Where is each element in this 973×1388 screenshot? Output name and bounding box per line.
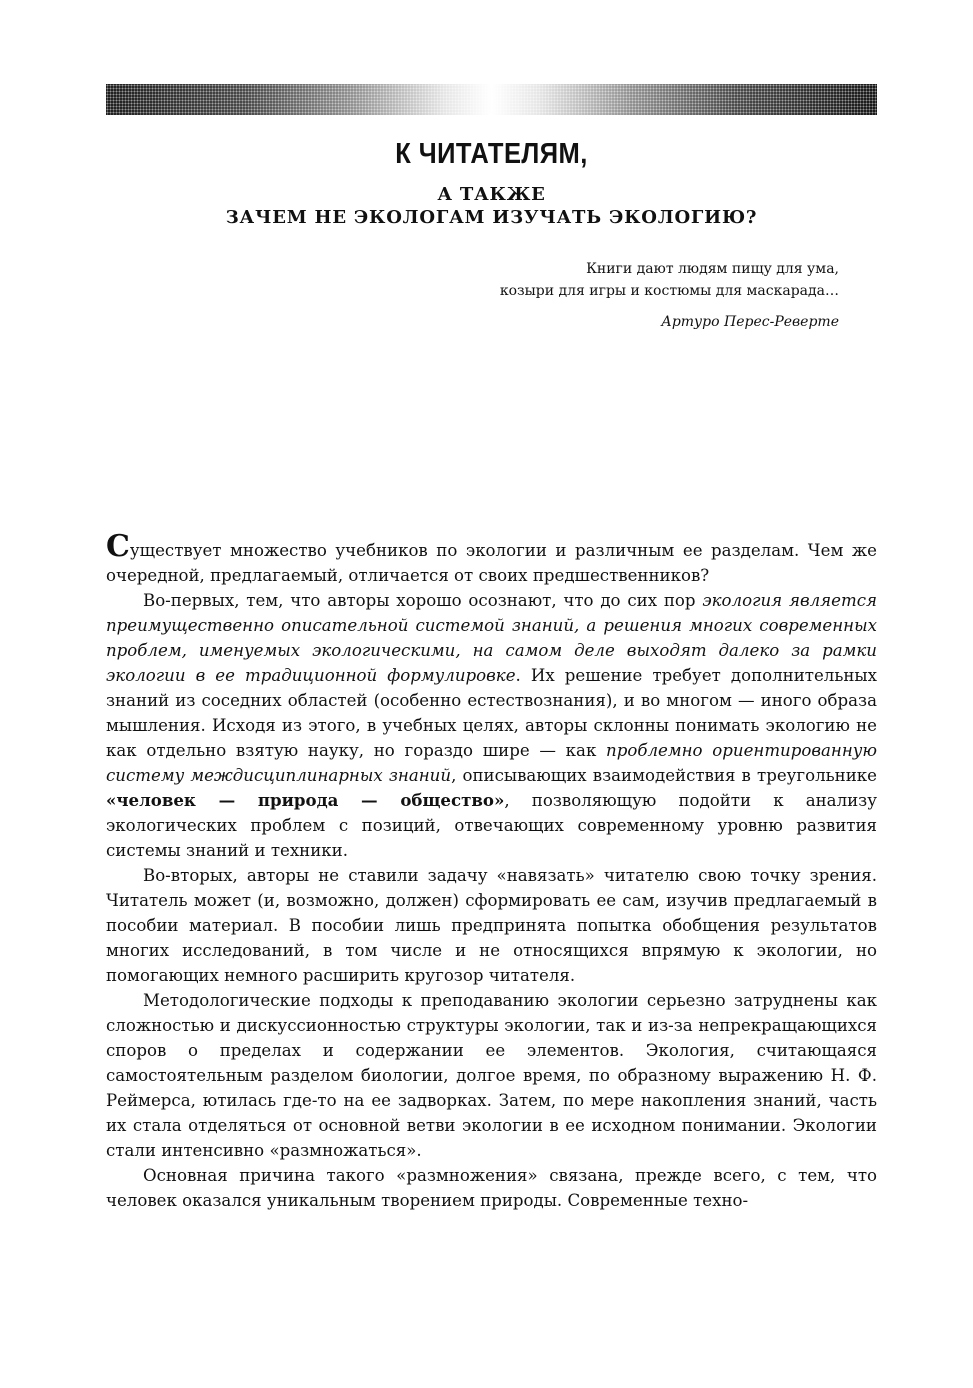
paragraph-2-text-2: . Их решение требует дополнительных знаний из соседних областей (особенно естествознания), и во многом — иного образа мышления. Исходя из этого, в учебных целях, авторы склонны понимать экологию не как отдельно взятую науку, но гораздо шире — как xyxy=(106,666,877,760)
chapter-subtitle-line-2: ЗАЧЕМ НЕ ЭКОЛОГАМ ИЗУЧАТЬ ЭКОЛОГИЮ? xyxy=(225,207,758,228)
chapter-subtitle-line-1: А ТАКЖЕ xyxy=(437,184,546,205)
paragraph-1 xyxy=(106,529,877,588)
paragraph-2-italic-1: экология является преимущественно описательной системой знаний, а решения многих современных проблем, именуемых экологическими, на самом деле выходят далеко за рамки экологии в ее традиционной формулировке xyxy=(106,591,877,685)
paragraph-3: Во-вторых, авторы не ставили задачу «навязать» читателю свою точку зрения. Читатель может (и, возможно, должен) сформировать ее сам, изучив предлагаемый в пособии материал. В пособии лишь предпринята попытка обобщения результатов многих исследований, в том числе и не относящихся впрямую к экологии, но помогающих немного расширить кругозор читателя. xyxy=(106,866,877,985)
body-text xyxy=(106,529,877,1213)
paragraph-2-italic-2: проблемно ориентированную систему междисциплинарных знаний xyxy=(106,741,877,785)
paragraph-1-text: уществует множество учебников по экологии и различным ее разделам. Чем же очередной, предлагаемый, отличается от своих предшественников? xyxy=(106,541,877,585)
paragraph-5: Основная причина такого «размножения» связана, прежде всего, с тем, что человек оказался уникальным творением природы. Современные техно- xyxy=(106,1166,877,1210)
paragraph-2-text-4: , позволяющую подойти к анализу экологических проблем с позиций, отвечающих современному уровню развития системы знаний и техники. xyxy=(106,791,877,860)
chapter-title: К ЧИТАТЕЛЯМ, xyxy=(395,138,588,170)
decorative-header-band xyxy=(106,84,877,115)
paragraph-2-text-1: Во-первых, тем, что авторы хорошо осознают, что до сих пор xyxy=(143,591,703,610)
paragraph-2-bold-1: «человек — природа — общество» xyxy=(106,790,505,810)
paragraph-2-text-3: , описывающих взаимодействия в треугольнике xyxy=(451,766,877,785)
epigraph-author: Артуро Перес-Реверте xyxy=(661,314,839,330)
paragraph-4: Методологические подходы к преподаванию экологии серьезно затруднены как сложностью и дискуссионностью структуры экологии, так и из-за непрекращающихся споров о пределах и содержании ее элементов. Экология, считающаяся самостоятельным разделом биологии, долгое время, по образному выражению Н. Ф. Реймерса, ютилась где-то на ее задворках. Затем, по мере накопления знаний, часть их стала отделяться от основной ветви экологии в ее исходном понимании. Экологии стали интенсивно «размножаться». xyxy=(106,991,877,1160)
drop-cap: С xyxy=(106,529,130,564)
epigraph-line-2: козыри для игры и костюмы для маскарада… xyxy=(499,283,839,299)
epigraph xyxy=(339,258,839,333)
epigraph-line-1: Книги дают людям пищу для ума, xyxy=(586,261,839,277)
paragraph-2 xyxy=(106,588,877,863)
